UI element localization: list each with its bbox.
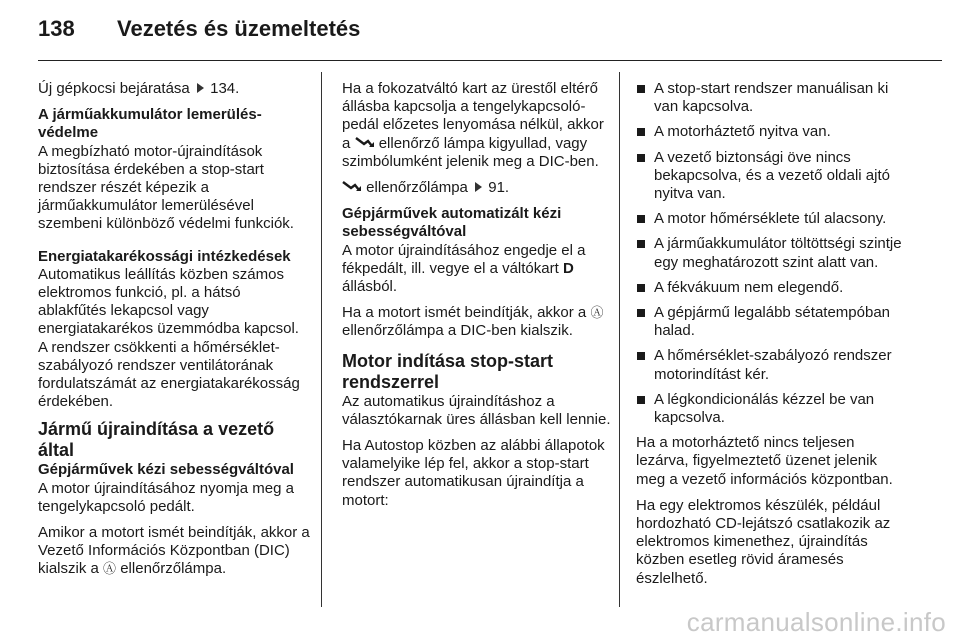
paragraph	[342, 304, 612, 340]
paragraph	[342, 80, 612, 171]
column-3	[636, 80, 906, 596]
text: Ha a motort ismét beindítják, akkor a	[342, 304, 587, 322]
paragraph	[342, 242, 612, 297]
list-item: A légkondicionálás kézzel be van kapcsolva.	[636, 391, 906, 427]
list-item: A stop-start rendszer manuálisan ki van kapcsolva.	[636, 80, 906, 116]
text: Amikor a motort ismét beindítják, akkor a Vezető Információs Központban (DIC) kialszik a	[38, 524, 310, 578]
text: ellenőrzőlámpa a DIC-ben kialszik.	[342, 322, 573, 340]
autostop-icon: Ⓐ	[103, 561, 117, 577]
text: ellenőrző lámpa kigyullad, vagy szimbólumként jelenik meg a DIC-ben.	[342, 134, 599, 170]
page-number: 138	[38, 16, 75, 41]
paragraph: A motor újraindításához nyomja meg a tengelykapcsoló pedált.	[38, 479, 294, 515]
page-header	[0, 0, 960, 62]
section-heading: Motor indítása stop-start rendszerrel	[342, 350, 554, 392]
bold-heading: A járműakkumulátor lemerülés-védelme	[38, 106, 262, 142]
bullet-square-icon	[637, 128, 645, 136]
paragraph: Ha Autostop közben az alábbi állapotok valamelyike lép fel, akkor a stop-start rendszer automatikusan újraindítja a motort:	[342, 437, 605, 509]
paragraph	[38, 524, 310, 579]
header-rule	[38, 60, 942, 61]
shift-arrow-icon	[355, 137, 375, 149]
list-item: A járműakkumulátor töltöttségi szintje egy meghatározott szint alatt van.	[636, 235, 906, 271]
text: Új gépkocsi bejáratása	[38, 80, 190, 97]
bullet-square-icon	[637, 352, 645, 360]
shift-arrow-icon	[342, 181, 362, 193]
text: ellenőrzőlámpa.	[120, 560, 227, 578]
list-item: A hőmérséklet-szabályozó rendszer motorindítást kér.	[636, 347, 906, 383]
ref-arrow-icon	[475, 182, 482, 192]
list-item: A fékvákuum nem elegendő.	[636, 279, 906, 297]
bold-heading: Energiatakarékossági intézkedések	[38, 247, 291, 265]
bullet-square-icon	[637, 396, 645, 404]
paragraph: A megbízható motor-újraindítások biztosítása érdekében a stop-start rendszer részét képezik a járműakkumulátor lemerülésével szembeni különböző védelmi funkciók.	[38, 142, 294, 233]
page-ref[interactable]: 134.	[210, 80, 240, 97]
bullet-square-icon	[637, 154, 645, 162]
text: Ha a fokozatváltó kart az ürestől eltérő állásba kapcsolja a tengelykapcsoló-pedál előzetes lenyomása nélkül, akkor a	[342, 80, 604, 152]
paragraph: Ha egy elektromos készülék, például hordozható CD-lejátszó csatlakozik az elektromos kimenethez, újraindítás közben esetleg rövid áramesés észlelhető.	[636, 496, 891, 587]
text: állásból.	[342, 278, 398, 296]
column-2	[342, 80, 612, 518]
bullet-square-icon	[637, 240, 645, 248]
column-divider-2	[619, 72, 620, 607]
gear-letter: D	[562, 259, 574, 277]
list-item: A vezető biztonsági öve nincs bekapcsolva, és a vezető oldali ajtó nyitva van.	[636, 149, 906, 204]
ref-arrow-icon	[197, 83, 204, 93]
paragraph: Az automatikus újraindításhoz a választókarnak üres állásban kell lennie.	[342, 392, 611, 428]
list-item: A motor hőmérséklete túl alacsony.	[636, 210, 906, 228]
column-1	[38, 80, 310, 587]
page-ref[interactable]: 91.	[488, 179, 510, 197]
text: A motor újraindításához engedje el a fékpedált, ill. vegye el a váltókart	[342, 241, 586, 277]
bullet-square-icon	[637, 85, 645, 93]
bullet-square-icon	[637, 309, 645, 317]
bold-heading: Gépjárművek kézi sebességváltóval	[38, 461, 294, 479]
paragraph: Automatikus leállítás közben számos elektromos funkció, pl. a hátsó ablakfűtés lekapcsol vagy energiatakarékos üzemmódba kapcsol. A rendszer csökkenti a hőmérséklet-szabályozó rendszer ventilátorának fordulatszámát az energiatakarékosság érdekében.	[38, 265, 300, 411]
paragraph: Ha a motorháztető nincs teljesen lezárva, figyelmeztető üzenet jelenik meg a vezető információs központban.	[636, 434, 893, 488]
watermark: carmanualsonline.info	[686, 607, 946, 637]
paragraph	[38, 80, 310, 98]
list-item: A gépjármű legalább sétatempóban halad.	[636, 304, 906, 340]
page-title: Vezetés és üzemeltetés	[117, 16, 361, 41]
list-item: A motorháztető nyitva van.	[636, 123, 906, 141]
text: ellenőrzőlámpa	[366, 179, 468, 197]
bullet-square-icon	[637, 284, 645, 292]
column-divider-1	[321, 72, 322, 607]
condition-list	[636, 80, 906, 427]
bullet-square-icon	[637, 215, 645, 223]
section-heading: Jármű újraindítása a vezető által	[38, 419, 275, 461]
paragraph	[342, 179, 612, 197]
bold-heading: Gépjárművek automatizált kézi sebességváltóval	[342, 205, 562, 241]
autostop-icon: Ⓐ	[590, 305, 604, 321]
